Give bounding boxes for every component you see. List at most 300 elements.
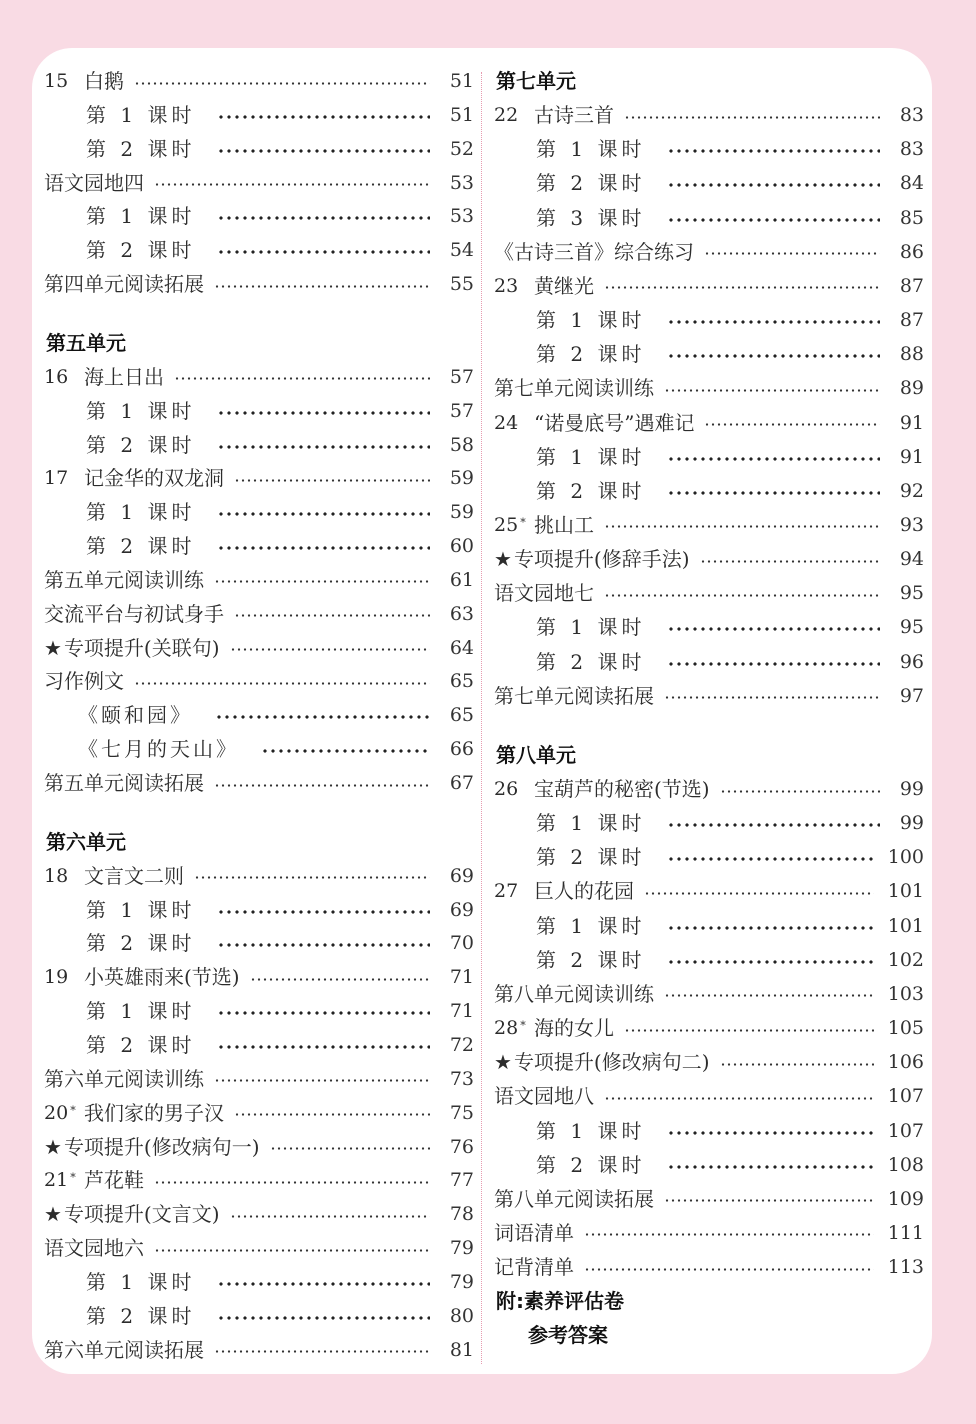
dot-leader	[700, 560, 880, 563]
page-number: 75	[449, 1101, 474, 1124]
page-number: 96	[899, 650, 924, 673]
star-icon: ★	[494, 1050, 512, 1075]
dot-leader	[217, 1282, 430, 1286]
entry-title: 文言文二则	[84, 863, 184, 888]
entry-title: “诺曼底号”遇难记	[534, 410, 695, 435]
toc-subentry[interactable]	[44, 1265, 474, 1299]
lesson-number	[494, 874, 534, 908]
toc-entry[interactable]	[494, 679, 924, 713]
section-heading: 第八单元	[496, 742, 576, 767]
dot-leader	[134, 682, 430, 685]
dot-leader	[667, 354, 880, 358]
lesson-number-text: 22	[494, 104, 519, 127]
dot-leader	[230, 1215, 430, 1218]
star-icon: ★	[44, 635, 62, 660]
toc-entry[interactable]	[44, 563, 474, 597]
dot-leader	[214, 580, 430, 583]
entry-title: 古诗三首	[534, 103, 614, 128]
lesson-number	[494, 406, 534, 440]
dot-leader	[234, 1113, 430, 1116]
toc-subentry[interactable]	[494, 440, 924, 474]
toc-subentry[interactable]	[44, 893, 474, 927]
toc-subentry[interactable]	[44, 994, 474, 1028]
page-number: 76	[449, 1135, 474, 1158]
lesson-number-text: 28	[494, 1017, 519, 1040]
toc-subentry[interactable]	[494, 610, 924, 644]
lesson-number	[44, 1096, 84, 1130]
entry-title: 第五单元阅读训练	[44, 567, 204, 592]
entry-title: 词语清单	[494, 1220, 574, 1245]
entry-title: 第 1 课时	[86, 398, 196, 423]
optional-mark: *	[520, 515, 526, 529]
entry-title: 第 2 课时	[536, 845, 646, 870]
entry-title: 第八单元阅读拓展	[494, 1186, 654, 1211]
dot-leader	[250, 978, 430, 981]
page-number: 95	[899, 582, 924, 605]
page-number: 94	[899, 548, 924, 571]
toc-subentry[interactable]	[44, 233, 474, 267]
page-number: 87	[899, 309, 924, 332]
lesson-number	[494, 98, 534, 132]
lesson-number-text: 25	[494, 513, 519, 536]
page-number: 83	[899, 138, 924, 161]
page-number: 59	[449, 467, 474, 490]
toc-entry[interactable]	[494, 98, 924, 132]
toc-entry[interactable]	[44, 664, 474, 698]
page-number: 89	[899, 377, 924, 400]
toc-subentry[interactable]	[494, 1114, 924, 1148]
page-number: 58	[449, 433, 474, 456]
lesson-number	[494, 508, 534, 542]
toc-subentry[interactable]	[494, 303, 924, 337]
lesson-number	[44, 859, 84, 893]
toc-subentry[interactable]	[44, 98, 474, 132]
section-heading: 附:素养评估卷	[496, 1289, 624, 1314]
toc-entry[interactable]	[44, 64, 474, 98]
lesson-number	[44, 360, 84, 394]
page-number: 71	[449, 1000, 474, 1023]
entry-title: 第 1 课时	[86, 897, 196, 922]
entry-title: 第 2 课时	[86, 931, 196, 956]
toc-entry[interactable]	[494, 235, 924, 269]
entry-title: 第 2 课时	[86, 432, 196, 457]
page-number: 109	[887, 1187, 924, 1210]
entry-title: 第 2 课时	[86, 1303, 196, 1328]
toc-subentry[interactable]	[44, 698, 474, 732]
toc-entry[interactable]	[44, 461, 474, 495]
page-number: 101	[887, 880, 924, 903]
toc-subentry[interactable]	[44, 926, 474, 960]
entry-title: 专项提升(修辞手法)	[513, 547, 690, 572]
entry-title: 黄继光	[534, 273, 594, 298]
page-number: 105	[887, 1017, 924, 1040]
entry-title: 第 1 课时	[536, 137, 646, 162]
dot-leader	[664, 696, 880, 699]
page-number: 57	[449, 399, 474, 422]
optional-mark: *	[520, 1019, 526, 1033]
page-number: 73	[449, 1067, 474, 1090]
toc-entry[interactable]	[494, 1079, 924, 1113]
dot-leader	[217, 943, 430, 947]
entry-title: 习作例文	[44, 669, 124, 694]
dot-leader	[720, 1063, 874, 1066]
dot-leader	[217, 1316, 430, 1320]
page-number: 71	[449, 966, 474, 989]
section-heading: 第五单元	[46, 330, 126, 355]
toc-entry[interactable]	[44, 597, 474, 631]
entry-title: 海的女儿	[534, 1016, 614, 1041]
dot-leader	[230, 648, 430, 651]
lesson-number-text: 15	[44, 70, 69, 92]
entry-title: 记金华的双龙洞	[84, 466, 224, 491]
toc-entry[interactable]	[494, 1216, 924, 1250]
dot-leader	[604, 1097, 874, 1100]
entry-title: 海上日出	[84, 364, 164, 389]
entry-title: 我们家的男子汉	[84, 1100, 224, 1125]
page-number: 72	[449, 1033, 474, 1056]
toc-entry[interactable]	[494, 1011, 924, 1045]
dot-leader	[704, 252, 880, 255]
toc-entry[interactable]	[494, 1182, 924, 1216]
toc-subentry[interactable]	[494, 645, 924, 679]
toc-entry[interactable]	[494, 576, 924, 610]
entry-title: 第 2 课时	[536, 478, 646, 503]
entry-title: 第 2 课时	[86, 1032, 196, 1057]
page-number: 106	[887, 1051, 924, 1074]
page-number: 65	[449, 670, 474, 693]
entry-title: 第 1 课时	[536, 615, 646, 640]
page-number: 65	[449, 704, 474, 727]
entry-title: 巨人的花园	[534, 879, 634, 904]
dot-leader	[217, 1011, 430, 1015]
page-number: 66	[449, 738, 474, 761]
lesson-number-text: 26	[494, 778, 519, 800]
toc-subentry[interactable]	[44, 495, 474, 529]
page-number: 70	[449, 932, 474, 955]
star-icon: ★	[494, 547, 512, 572]
entry-title: 白鹅	[84, 69, 124, 93]
toc-subentry[interactable]	[44, 394, 474, 428]
entry-title: 挑山工	[534, 512, 594, 537]
dot-leader	[667, 457, 880, 461]
dot-leader	[667, 149, 880, 153]
page-number: 64	[449, 636, 474, 659]
entry-title: 第 1 课时	[86, 1269, 196, 1294]
lesson-number-text: 21	[44, 1169, 69, 1192]
section-heading: 第七单元	[496, 69, 576, 93]
optional-mark: *	[70, 1103, 76, 1117]
toc-entry[interactable]	[494, 371, 924, 405]
page-number: 79	[449, 1237, 474, 1260]
page-number: 67	[449, 772, 474, 794]
page-number: 91	[899, 445, 924, 468]
page-number: 69	[449, 898, 474, 921]
dot-leader	[215, 715, 430, 719]
dot-leader	[604, 525, 880, 528]
dot-leader	[667, 926, 873, 930]
dot-leader	[667, 1131, 873, 1135]
entry-title: 第 1 课时	[536, 913, 646, 938]
toc-subentry[interactable]	[494, 806, 924, 840]
dot-leader	[667, 857, 873, 861]
toc-entry[interactable]	[44, 1062, 474, 1096]
lesson-number	[494, 269, 534, 303]
dot-leader	[704, 423, 880, 426]
toc-subentry[interactable]	[44, 199, 474, 233]
lesson-number-text: 27	[494, 880, 519, 903]
entry-title: 专项提升(修改病句一)	[63, 1134, 260, 1159]
entry-title: 第六单元阅读拓展	[44, 1337, 204, 1362]
toc-entry[interactable]	[44, 960, 474, 994]
dot-leader	[217, 411, 430, 415]
page-number: 84	[899, 172, 924, 195]
toc-entry[interactable]	[494, 1045, 924, 1079]
toc-subentry[interactable]	[494, 166, 924, 200]
dot-leader	[261, 749, 430, 753]
entry-title: 第 1 课时	[536, 1118, 646, 1143]
page-number: 97	[899, 684, 924, 707]
page-number: 99	[899, 778, 924, 800]
dot-leader	[217, 512, 430, 516]
toc-subentry[interactable]	[494, 943, 924, 977]
dot-leader	[667, 960, 873, 964]
entry-title: 《颐和园》	[78, 703, 193, 728]
dot-leader	[217, 115, 430, 119]
page-number: 93	[899, 513, 924, 536]
toc-subentry[interactable]	[44, 428, 474, 462]
entry-title: 第 1 课时	[86, 204, 196, 229]
toc-subentry[interactable]	[44, 732, 474, 766]
dot-leader	[270, 1147, 430, 1150]
toc-entry[interactable]	[44, 859, 474, 893]
entry-title: 第 2 课时	[86, 534, 196, 559]
toc-subentry[interactable]	[494, 132, 924, 166]
entry-title: 专项提升(文言文)	[63, 1202, 220, 1227]
dot-leader	[217, 250, 430, 254]
entry-title: 第 2 课时	[536, 171, 646, 196]
dot-leader	[134, 82, 430, 85]
entry-title: 专项提升(修改病句二)	[513, 1050, 710, 1075]
toc-entry[interactable]	[494, 269, 924, 303]
toc-subentry[interactable]	[44, 529, 474, 563]
entry-title: 第 2 课时	[86, 238, 196, 263]
toc-entry[interactable]	[44, 1130, 474, 1164]
column-divider	[481, 72, 482, 1364]
entry-title: 第 1 课时	[536, 308, 646, 333]
entry-title: 第七单元阅读训练	[494, 376, 654, 401]
toc-subentry[interactable]	[44, 1028, 474, 1062]
dot-leader	[584, 1233, 874, 1236]
section-heading: 参考答案	[528, 1323, 608, 1348]
entry-title: 宝葫芦的秘密(节选)	[534, 777, 710, 801]
page-number: 113	[887, 1256, 924, 1279]
dot-leader	[667, 218, 880, 222]
page-number: 107	[887, 1119, 924, 1142]
dot-leader	[667, 662, 880, 666]
dot-leader	[667, 627, 880, 631]
toc-entry[interactable]	[44, 766, 474, 800]
entry-title: 第 3 课时	[536, 205, 646, 230]
page-number: 60	[449, 535, 474, 558]
toc-subentry[interactable]	[494, 201, 924, 235]
page-number: 95	[899, 616, 924, 639]
dot-leader	[217, 445, 430, 449]
entry-title: 第 1 课时	[86, 500, 196, 525]
page-number: 61	[449, 568, 474, 591]
toc-entry[interactable]	[494, 406, 924, 440]
toc-subentry[interactable]	[494, 337, 924, 371]
lesson-number-text: 19	[44, 966, 69, 989]
toc-entry[interactable]	[44, 1163, 474, 1197]
page-number: 85	[899, 206, 924, 229]
lesson-number	[44, 1163, 84, 1197]
dot-leader	[214, 784, 430, 787]
dot-leader	[664, 389, 880, 392]
lesson-number-text: 16	[44, 365, 69, 388]
dot-leader	[214, 285, 430, 288]
toc-entry[interactable]	[44, 360, 474, 394]
lesson-number-text: 23	[494, 274, 519, 297]
toc-entry[interactable]	[494, 1250, 924, 1284]
entry-title: 芦花鞋	[84, 1168, 144, 1193]
page-number: 59	[449, 501, 474, 524]
dot-leader	[217, 149, 430, 153]
toc-subentry[interactable]	[494, 840, 924, 874]
entry-title: 小英雄雨来(节选)	[84, 965, 240, 990]
page-number: 91	[899, 411, 924, 434]
entry-title: 第八单元阅读训练	[494, 981, 654, 1006]
dot-leader	[667, 491, 880, 495]
page-number: 83	[899, 104, 924, 127]
dot-leader	[667, 320, 880, 324]
entry-title: 第四单元阅读拓展	[44, 272, 204, 297]
toc-entry[interactable]	[44, 631, 474, 665]
entry-title: 《七月的天山》	[78, 737, 239, 762]
toc-entry[interactable]	[44, 1231, 474, 1265]
toc-subentry[interactable]	[494, 909, 924, 943]
optional-mark: *	[70, 1171, 76, 1185]
toc-entry[interactable]	[44, 166, 474, 200]
lesson-number	[494, 772, 534, 806]
entry-title: 第 1 课时	[536, 811, 646, 836]
dot-leader	[624, 116, 880, 119]
toc-entry[interactable]	[494, 772, 924, 806]
dot-leader	[214, 1350, 430, 1353]
page-number: 108	[887, 1153, 924, 1176]
toc-subentry[interactable]	[494, 474, 924, 508]
toc-entry[interactable]	[44, 1096, 474, 1130]
page-number: 52	[449, 137, 474, 160]
toc-entry[interactable]	[44, 1333, 474, 1367]
entry-title: 第 1 课时	[86, 999, 196, 1024]
page-number: 88	[899, 343, 924, 366]
entry-title: 语文园地四	[44, 170, 144, 195]
dot-leader	[667, 1165, 873, 1169]
page-number: 99	[899, 812, 924, 835]
entry-title: 第 1 课时	[536, 444, 646, 469]
page-number: 55	[449, 273, 474, 296]
page-number: 57	[449, 365, 474, 388]
lesson-number	[44, 64, 84, 98]
entry-title: 《古诗三首》综合练习	[494, 239, 694, 264]
lesson-number	[44, 461, 84, 495]
dot-leader	[217, 1045, 430, 1049]
page-number: 100	[887, 846, 924, 869]
page-number: 80	[449, 1304, 474, 1327]
dot-leader	[154, 183, 430, 186]
dot-leader	[604, 594, 880, 597]
entry-title: 语文园地六	[44, 1236, 144, 1261]
entry-title: 第 2 课时	[536, 649, 646, 674]
page-number: 107	[887, 1085, 924, 1108]
dot-leader	[234, 479, 430, 482]
dot-leader	[667, 823, 880, 827]
entry-title: 第 2 课时	[536, 342, 646, 367]
dot-leader	[217, 910, 430, 914]
page-number: 79	[449, 1270, 474, 1293]
dot-leader	[664, 994, 874, 997]
entry-title: 专项提升(关联句)	[63, 635, 220, 660]
dot-leader	[154, 1181, 430, 1184]
toc-entry[interactable]	[494, 542, 924, 576]
entry-title: 第七单元阅读拓展	[494, 683, 654, 708]
page-number: 103	[887, 982, 924, 1005]
entry-title: 第 1 课时	[86, 102, 196, 127]
entry-title: 语文园地八	[494, 1084, 594, 1109]
entry-title: 交流平台与初试身手	[44, 601, 224, 626]
lesson-number	[494, 1011, 534, 1045]
page-number: 87	[899, 274, 924, 297]
lesson-number	[44, 960, 84, 994]
dot-leader	[720, 790, 880, 793]
dot-leader	[667, 183, 880, 187]
dot-leader	[644, 892, 874, 895]
entry-title: 第六单元阅读训练	[44, 1066, 204, 1091]
dot-leader	[194, 876, 430, 879]
page-number: 101	[887, 914, 924, 937]
lesson-number-text: 18	[44, 864, 69, 887]
page-number: 78	[449, 1203, 474, 1226]
entry-title: 第五单元阅读拓展	[44, 771, 204, 795]
toc-subentry[interactable]	[44, 1299, 474, 1333]
dot-leader	[154, 1249, 430, 1252]
entry-title: 记背清单	[494, 1255, 574, 1280]
page-number: 81	[449, 1338, 474, 1361]
dot-leader	[664, 1199, 874, 1202]
star-icon: ★	[44, 1202, 62, 1227]
page-number: 51	[449, 70, 474, 92]
toc-subentry[interactable]	[494, 1148, 924, 1182]
toc-subentry[interactable]	[44, 132, 474, 166]
entry-title: 第 2 课时	[86, 136, 196, 161]
toc-entry[interactable]	[44, 1197, 474, 1231]
dot-leader	[624, 1029, 874, 1032]
dot-leader	[217, 546, 430, 550]
page-number: 53	[449, 205, 474, 228]
lesson-number-text: 24	[494, 411, 519, 434]
page-number: 77	[449, 1169, 474, 1192]
page-number: 86	[899, 240, 924, 263]
page-number: 63	[449, 602, 474, 625]
toc-entry[interactable]	[494, 977, 924, 1011]
entry-title: 语文园地七	[494, 581, 594, 606]
entry-title: 第 2 课时	[536, 1152, 646, 1177]
page-number: 92	[899, 479, 924, 502]
toc-entry[interactable]	[44, 267, 474, 301]
dot-leader	[584, 1268, 874, 1271]
toc-entry[interactable]	[494, 508, 924, 542]
toc-entry[interactable]	[494, 874, 924, 908]
